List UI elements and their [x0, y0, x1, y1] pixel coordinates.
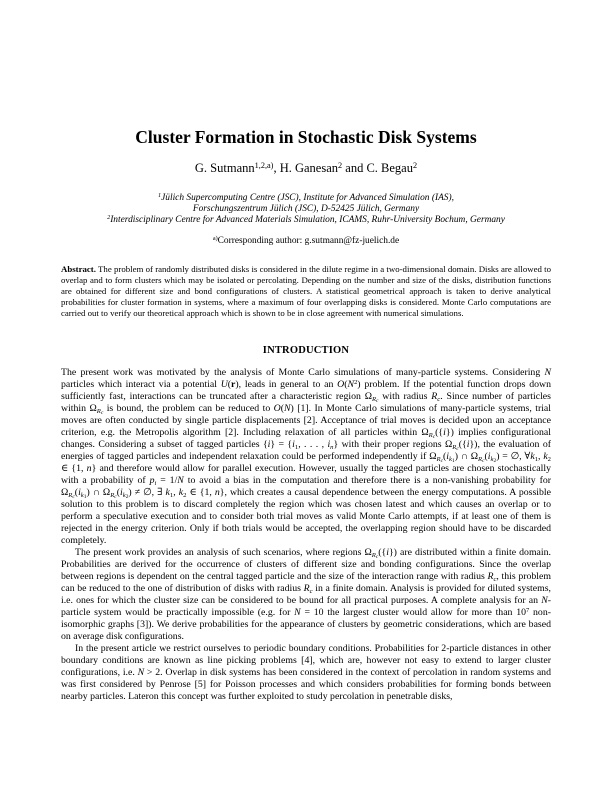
intro-paragraph-3: In the present article we restrict ourselves to periodic boundary conditions. Probabilities for 2-particle distances in other boundary conditions are known as line picking problems [4], which are, however not easy to extend to larger cluster configurations, i.e. N > 2. Overlap in disk systems has been considered in the context of percolation in random systems and was first considered by Penrose [5] for Poisson processes and which considers probabilities for forming bonds between nearby particles. Lateron this concept was further exploited to study percolation in penetrable disks,: [61, 643, 551, 702]
intro-paragraph-1: The present work was motivated by the analysis of Monte Carlo simulations of many-particle systems. Considering N particles which interact via a potential U(r), leads in general to an $O(N^2)$ problem. If the potential function drops down sufficiently fast, interactions can be truncated after a characteristic region $\Omega R_c$ with radius Rc. Since number of particles within $\Omega R_c$ is bound, the problem can be reduced to O(N) [1]. In Monte Carlo simulations of many-particle systems, trial moves are often conducted by single particle displacements [2]. Acceptance of trial moves is decided upon an acceptance criterion, e.g. the Metropolis algorithm [2]. Including relaxation of all particles within $\Omega R_c(\{i\})$ implies configurational changes. Considering a subset of tagged particles {i} = {i1, . . . , in} with their proper regions $\Omega R_c(\{i\})$, the evaluation of energies of tagged particles and independent relaxation could be performed independently if $\Omega R_c(ik_1)$ ∩ $\Omega R_c(ik_2)$ = ∅, ∀k1, k2 ∈ {1, n} and therefore would allow for parallel execution. However, usually the tagged particles are chosen stochastically with a probability of pi = 1/N to avoid a bias in the computation and therefore there is a non-vanishing probability for $\Omega R_c(ik_1)$ ∩ $\Omega R_c(ik_2)$ ≠ ∅, ∃ k1, k2 ∈ {1, n}, which creates a causal dependence between the energy computations. A possible solution to this problem is to discard completely the region which was chosen latest and which causes an overlap or to perform a speculative execution and to consider both trial moves as valid Monte Carlo attempts, if at least one of them is rejected in the energy criterion. Only if both trials would be accepted, the overlapping region should have to be discarded completely.: [61, 367, 552, 546]
affiliations-block: [61, 193, 551, 226]
intro-paragraph-2: The present work provides an analysis of such scenarios, where regions $\Omega R_c(\{i\})$ are distributed within a finite domain. Probabilities are derived for the occurrence of clusters of different size and bonding configurations. Since the overlap between regions is dependent on the central tagged particle and the size of the interaction range with radius Rc, this problem can be reduced to the one of distribution of disks with radius Rc in a finite domain. Analysis is provided for diluted systems, i.e. ones for which the cluster size can be considered to be bound for all practical purposes. A complete analysis for an N-particle system would be practically impossible (e.g. for N = 10 the largest cluster would allow for more than $10^7$ non-isomorphic graphs [3]). We derive probabilities for the appearance of clusters by geometric considerations, which are based on average disk configurations.: [61, 547, 551, 642]
affiliation-line-1: $^1$Jülich Supercomputing Centre (JSC), Institute for Advanced Simulation (IAS),: [158, 192, 454, 203]
affiliation-line-3: $^2$Interdisciplinary Centre for Advanced Materials Simulation, ICAMS, Ruhr-University Bochum, Germany: [107, 214, 505, 225]
authors-line: G. Sutmann$^{1,2,a)}$, H. Ganesan$^2$ and C. Begau$^2$: [194, 161, 418, 175]
affiliation-line-2: Forschungszentrum Jülich (JSC), D-52425 Jülich, Germany: [192, 204, 420, 214]
body-text: [61, 367, 551, 703]
section-heading-introduction: INTRODUCTION: [262, 345, 350, 356]
corresponding-author-note: $^{a)}$Corresponding author: g.sutmann@fz-juelich.de: [212, 235, 400, 246]
abstract-paragraph: Abstract. The problem of randomly distributed disks is considered in the dilute regime in a two-dimensional domain. Disks are allowed to overlap and to form clusters which may be isolated or percolating. Depending on the number and size of the disks, distribution functions are obtained for different size and bond configurations of clusters. A statistical geometrical approach is taken to derive analytical probabilities for cluster formation in systems, where a maximum of four overlapping disks is considered. Monte Carlo computations are carried out to verify our theoretical approach which is shown to be in close agreement with numerical simulations.: [61, 264, 551, 318]
paper-title: Cluster Formation in Stochastic Disk Systems: [135, 127, 477, 147]
